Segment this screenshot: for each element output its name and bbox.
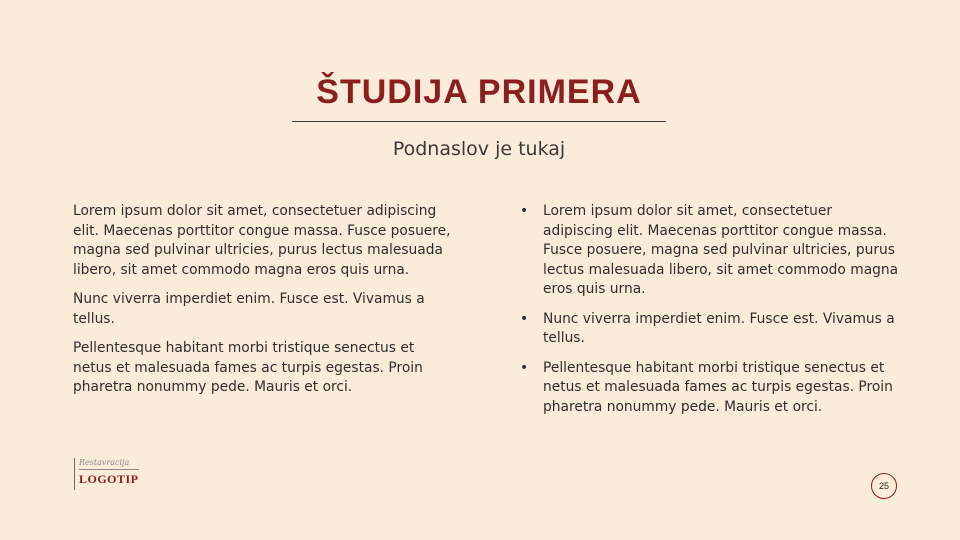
- bullet-item: [520, 310, 900, 349]
- title-divider: [292, 121, 666, 122]
- logo-divider: [79, 469, 139, 470]
- left-paragraph: Lorem ipsum dolor sit amet, consectetuer adipiscing elit. Maecenas porttitor congue massa. Fusce posuere, magna sed pulvinar ultricies, purus lectus malesuada libero, sit amet commodo magna eros quis urna.: [73, 203, 451, 278]
- bullet-text: Lorem ipsum dolor sit amet, consectetuer adipiscing elit. Maecenas porttitor congue massa. Fusce posuere, magna sed pulvinar ultricies, purus lectus malesuada libero, sit amet commodo magna eros quis urna.: [543, 203, 899, 297]
- left-column: [73, 202, 453, 408]
- logo-small-text: Restavracija: [79, 458, 130, 467]
- bullet-item: [520, 202, 900, 300]
- bullet-text: Pellentesque habitant morbi tristique senectus et netus et malesuada fames ac turpis egestas. Proin pharetra nonummy pede. Mauris et orci.: [543, 359, 893, 415]
- bullet-item: [520, 359, 900, 418]
- slide-title: ŠTUDIJA PRIMERA: [316, 73, 642, 111]
- slide-subtitle: Podnaslov je tukaj: [392, 138, 566, 160]
- left-paragraph: Nunc viverra imperdiet enim. Fusce est. Vivamus a tellus.: [73, 291, 425, 327]
- bullet-icon: •: [520, 359, 529, 376]
- logo-main-text: LOGOTIP: [79, 472, 139, 486]
- right-column: [520, 202, 900, 427]
- page-number-badge: 25: [871, 473, 897, 499]
- bullet-text: Nunc viverra imperdiet enim. Fusce est. Vivamus a tellus.: [543, 310, 895, 346]
- bullet-icon: •: [520, 203, 529, 219]
- bullet-list: [520, 202, 900, 417]
- company-logo: [74, 458, 149, 490]
- bullet-icon: •: [520, 310, 529, 327]
- left-paragraph: Pellentesque habitant morbi tristique senectus et netus et malesuada fames ac turpis egestas. Proin pharetra nonummy pede. Mauris et orci.: [73, 340, 423, 395]
